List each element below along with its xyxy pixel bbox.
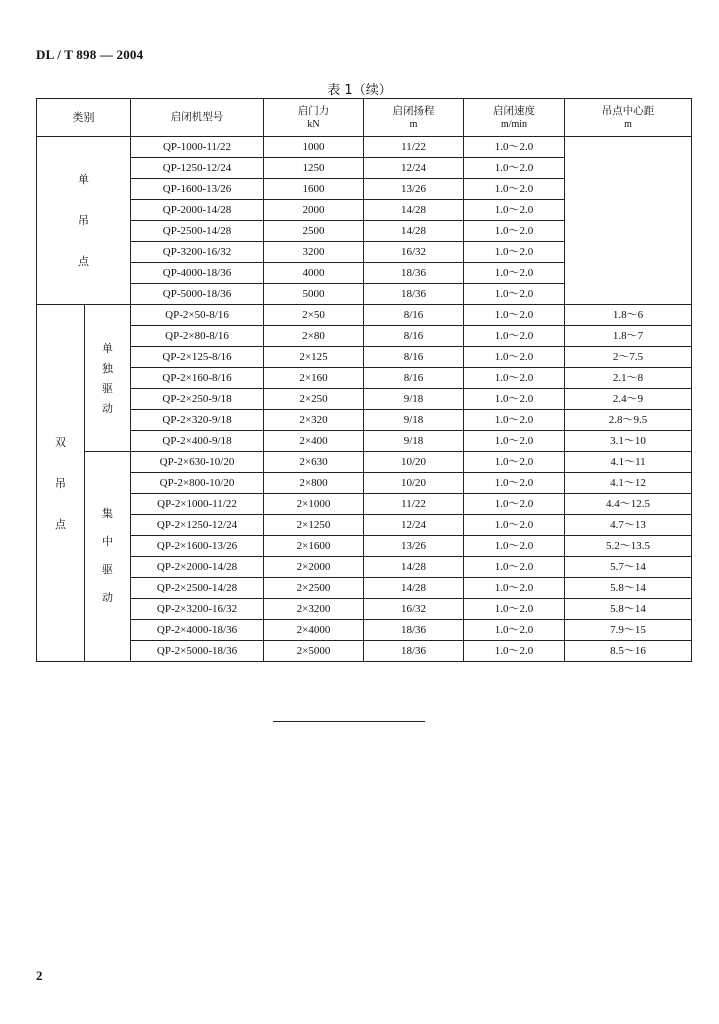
- force-cell: 2×320: [264, 410, 364, 431]
- speed-cell: 1.0～2.0: [464, 578, 565, 599]
- speed-cell: 1.0～2.0: [464, 452, 565, 473]
- lift-cell: 9/18: [364, 410, 464, 431]
- col-header-lift-unit: m: [409, 118, 418, 130]
- model-cell: QP-2×1250-12/24: [131, 515, 264, 536]
- center-distance-cell: 5.8～14: [565, 599, 692, 620]
- lift-cell: 14/28: [364, 578, 464, 599]
- speed-cell: 1.0～2.0: [464, 305, 565, 326]
- lift-cell: 18/36: [364, 284, 464, 305]
- col-header-category: 类别: [37, 99, 131, 137]
- table-row: [37, 410, 692, 431]
- model-cell: QP-1600-13/26: [131, 179, 264, 200]
- lift-cell: 14/28: [364, 221, 464, 242]
- center-distance-cell: 4.4～12.5: [565, 494, 692, 515]
- force-cell: 2×125: [264, 347, 364, 368]
- subcategory-central-drive-char: 驱: [102, 564, 113, 576]
- force-cell: 2×630: [264, 452, 364, 473]
- force-cell: 2×800: [264, 473, 364, 494]
- lift-cell: 9/18: [364, 389, 464, 410]
- center-distance-cell: 1.8～7: [565, 326, 692, 347]
- lift-cell: 14/28: [364, 200, 464, 221]
- model-cell: QP-3200-16/32: [131, 242, 264, 263]
- lift-cell: 10/20: [364, 452, 464, 473]
- speed-cell: 1.0～2.0: [464, 347, 565, 368]
- model-cell: QP-5000-18/36: [131, 284, 264, 305]
- speed-cell: 1.0～2.0: [464, 431, 565, 452]
- center-distance-cell: 4.1～11: [565, 452, 692, 473]
- speed-cell: 1.0～2.0: [464, 389, 565, 410]
- force-cell: 1600: [264, 179, 364, 200]
- table-body: [37, 137, 692, 662]
- subcategory-central-drive-char: 集: [102, 508, 113, 520]
- lift-cell: 8/16: [364, 368, 464, 389]
- col-header-force-label: 启门力: [297, 104, 330, 117]
- force-cell: 2×5000: [264, 641, 364, 662]
- model-cell: QP-2×800-10/20: [131, 473, 264, 494]
- subcategory-separate-drive-char: 单: [102, 341, 113, 355]
- lift-cell: 14/28: [364, 557, 464, 578]
- lift-cell: 11/22: [364, 494, 464, 515]
- center-distance-cell: 2.4～9: [565, 389, 692, 410]
- table-row: [37, 494, 692, 515]
- force-cell: 2×2000: [264, 557, 364, 578]
- standard-code-header: DL / T 898 — 2004: [36, 47, 144, 62]
- table-row: [37, 431, 692, 452]
- speed-cell: 1.0～2.0: [464, 368, 565, 389]
- lift-cell: 12/24: [364, 158, 464, 179]
- lift-cell: 8/16: [364, 326, 464, 347]
- model-cell: QP-2×630-10/20: [131, 452, 264, 473]
- col-header-lift-label: 启闭扬程: [392, 104, 435, 117]
- subcategory-separate-drive-char: 独: [102, 361, 113, 375]
- col-header-force-unit: kN: [307, 118, 320, 130]
- model-cell: QP-2×250-9/18: [131, 389, 264, 410]
- force-cell: 2×4000: [264, 620, 364, 641]
- model-cell: QP-2×320-9/18: [131, 410, 264, 431]
- model-cell: QP-2×3200-16/32: [131, 599, 264, 620]
- category-double-point: [37, 305, 85, 662]
- force-cell: 2×80: [264, 326, 364, 347]
- force-cell: 2500: [264, 221, 364, 242]
- speed-cell: 1.0～2.0: [464, 158, 565, 179]
- col-header-force: [264, 99, 364, 137]
- force-cell: 2×3200: [264, 599, 364, 620]
- model-cell: QP-1000-11/22: [131, 137, 264, 158]
- table-row: [37, 347, 692, 368]
- speed-cell: 1.0～2.0: [464, 620, 565, 641]
- table-row: [37, 641, 692, 662]
- model-cell: QP-2×1000-11/22: [131, 494, 264, 515]
- category-single-point: [37, 137, 131, 305]
- center-distance-cell: 2～7.5: [565, 347, 692, 368]
- table-row: [37, 326, 692, 347]
- category-double-point-char: 点: [55, 517, 66, 531]
- force-cell: 5000: [264, 284, 364, 305]
- speed-cell: 1.0～2.0: [464, 284, 565, 305]
- force-cell: 2×50: [264, 305, 364, 326]
- col-header-model: 启闭机型号: [131, 99, 264, 137]
- model-cell: QP-2×400-9/18: [131, 431, 264, 452]
- speed-cell: 1.0～2.0: [464, 515, 565, 536]
- speed-cell: 1.0～2.0: [464, 326, 565, 347]
- hoist-spec-table: [36, 98, 692, 662]
- center-distance-cell: 4.1～12: [565, 473, 692, 494]
- model-cell: QP-2×5000-18/36: [131, 641, 264, 662]
- speed-cell: 1.0～2.0: [464, 494, 565, 515]
- category-single-point-char: 点: [78, 255, 89, 268]
- speed-cell: 1.0～2.0: [464, 557, 565, 578]
- force-cell: 2×160: [264, 368, 364, 389]
- center-distance-cell: 5.7～14: [565, 557, 692, 578]
- table-row: [37, 620, 692, 641]
- model-cell: QP-2×2000-14/28: [131, 557, 264, 578]
- subcategory-separate-drive-char: 动: [102, 401, 113, 415]
- speed-cell: 1.0～2.0: [464, 536, 565, 557]
- table-row: [37, 368, 692, 389]
- table-row: [37, 599, 692, 620]
- table-row: [37, 389, 692, 410]
- subcategory-separate-drive: [85, 305, 131, 452]
- force-cell: 1250: [264, 158, 364, 179]
- col-header-lift: [364, 99, 464, 137]
- table-row: [37, 557, 692, 578]
- center-distance-empty-cell: [565, 137, 692, 305]
- lift-cell: 8/16: [364, 347, 464, 368]
- lift-cell: 13/26: [364, 536, 464, 557]
- lift-cell: 18/36: [364, 641, 464, 662]
- center-distance-cell: 5.8～14: [565, 578, 692, 599]
- category-single-point-char: 单: [78, 173, 89, 186]
- col-header-speed-unit: m/min: [500, 118, 528, 130]
- lift-cell: 13/26: [364, 179, 464, 200]
- lift-cell: 16/32: [364, 242, 464, 263]
- table-header-row: [37, 99, 692, 137]
- model-cell: QP-4000-18/36: [131, 263, 264, 284]
- center-distance-cell: 3.1～10: [565, 431, 692, 452]
- model-cell: QP-2×50-8/16: [131, 305, 264, 326]
- lift-cell: 18/36: [364, 620, 464, 641]
- speed-cell: 1.0～2.0: [464, 179, 565, 200]
- model-cell: QP-2×80-8/16: [131, 326, 264, 347]
- table-caption: 表 1（续）: [327, 83, 392, 98]
- category-single-point-char: 吊: [78, 214, 89, 227]
- table-row: [37, 578, 692, 599]
- force-cell: 2×1000: [264, 494, 364, 515]
- force-cell: 4000: [264, 263, 364, 284]
- force-cell: 2×2500: [264, 578, 364, 599]
- speed-cell: 1.0～2.0: [464, 263, 565, 284]
- center-distance-cell: 5.2～13.5: [565, 536, 692, 557]
- category-double-point-char: 吊: [55, 476, 66, 490]
- page-number: 2: [36, 968, 43, 983]
- table-row: [37, 473, 692, 494]
- model-cell: QP-2×160-8/16: [131, 368, 264, 389]
- col-header-center-distance-unit: m: [624, 118, 632, 130]
- table-row: [37, 137, 692, 158]
- subcategory-separate-drive-char: 驱: [102, 381, 113, 395]
- table-row: [37, 305, 692, 326]
- subcategory-central-drive-char: 中: [102, 536, 113, 548]
- subcategory-central-drive: [85, 452, 131, 662]
- force-cell: 1000: [264, 137, 364, 158]
- speed-cell: 1.0～2.0: [464, 221, 565, 242]
- model-cell: QP-1250-12/24: [131, 158, 264, 179]
- end-rule: [273, 721, 425, 722]
- speed-cell: 1.0～2.0: [464, 200, 565, 221]
- speed-cell: 1.0～2.0: [464, 137, 565, 158]
- category-double-point-char: 双: [55, 435, 66, 449]
- lift-cell: 11/22: [364, 137, 464, 158]
- model-cell: QP-2000-14/28: [131, 200, 264, 221]
- force-cell: 2000: [264, 200, 364, 221]
- center-distance-cell: 2.1～8: [565, 368, 692, 389]
- force-cell: 2×1250: [264, 515, 364, 536]
- subcategory-central-drive-char: 动: [102, 592, 113, 604]
- center-distance-cell: 2.8～9.5: [565, 410, 692, 431]
- table-row: [37, 515, 692, 536]
- model-cell: QP-2×4000-18/36: [131, 620, 264, 641]
- lift-cell: 18/36: [364, 263, 464, 284]
- model-cell: QP-2×1600-13/26: [131, 536, 264, 557]
- force-cell: 3200: [264, 242, 364, 263]
- speed-cell: 1.0～2.0: [464, 242, 565, 263]
- lift-cell: 9/18: [364, 431, 464, 452]
- speed-cell: 1.0～2.0: [464, 410, 565, 431]
- speed-cell: 1.0～2.0: [464, 473, 565, 494]
- force-cell: 2×250: [264, 389, 364, 410]
- model-cell: QP-2×2500-14/28: [131, 578, 264, 599]
- col-header-speed: [464, 99, 565, 137]
- model-cell: QP-2×125-8/16: [131, 347, 264, 368]
- force-cell: 2×400: [264, 431, 364, 452]
- lift-cell: 16/32: [364, 599, 464, 620]
- col-header-center-distance-label: 吊点中心距: [601, 104, 655, 117]
- center-distance-cell: 1.8～6: [565, 305, 692, 326]
- lift-cell: 12/24: [364, 515, 464, 536]
- force-cell: 2×1600: [264, 536, 364, 557]
- speed-cell: 1.0～2.0: [464, 641, 565, 662]
- table-row: [37, 452, 692, 473]
- col-header-center-distance: [565, 99, 692, 137]
- center-distance-cell: 8.5～16: [565, 641, 692, 662]
- speed-cell: 1.0～2.0: [464, 599, 565, 620]
- center-distance-cell: 4.7～13: [565, 515, 692, 536]
- table-row: [37, 536, 692, 557]
- lift-cell: 10/20: [364, 473, 464, 494]
- model-cell: QP-2500-14/28: [131, 221, 264, 242]
- col-header-speed-label: 启闭速度: [493, 104, 535, 117]
- center-distance-cell: 7.9～15: [565, 620, 692, 641]
- lift-cell: 8/16: [364, 305, 464, 326]
